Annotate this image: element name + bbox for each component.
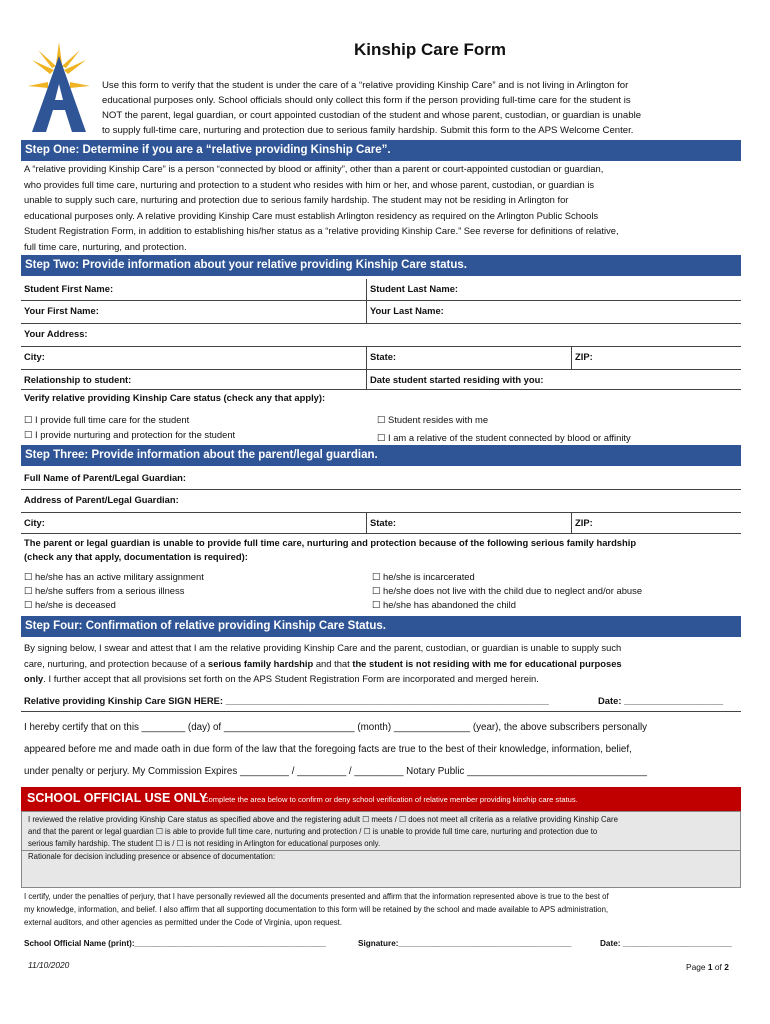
state-field[interactable] [366, 347, 571, 369]
your-address-field[interactable] [21, 324, 741, 346]
option-military-assignment[interactable]: ☐ he/she has an active military assignment [24, 571, 204, 582]
step-four-heading: Step Four: Confirmation of relative providing Kinship Care Status. [21, 616, 741, 637]
attest-text: . I further accept that all provisions set forth on the APS Student Registration Form are incorporated and merged herein. [43, 673, 539, 684]
zip-field[interactable] [571, 347, 741, 369]
step-one-line: A “relative providing Kinship Care” is a person “connected by blood or affinity”, other than a parent or court-appointed custodian or guardian, [24, 163, 604, 174]
guardian-state-label: State: [370, 517, 397, 528]
guardian-city-field[interactable] [21, 513, 366, 533]
date-started-field[interactable] [366, 370, 741, 389]
option-nurturing-protection[interactable]: ☐ I provide nurturing and protection for the student [24, 429, 236, 440]
hardship-statement: The parent or legal guardian is unable to provide full time care, nurturing and protection because of the following serious family hardship [24, 537, 637, 548]
guardian-state-field[interactable] [366, 513, 571, 533]
attest-emphasis: serious family hardship [207, 657, 314, 669]
guardian-zip-label: ZIP: [575, 517, 593, 528]
step-four-text [24, 640, 740, 687]
official-certify-line: external auditors, and other agencies as permitted under the Code of Virginia, upon request. [24, 918, 342, 927]
option-relative-by-blood[interactable]: ☐ I am a relative of the student connected by blood or affinity [377, 432, 631, 443]
option-abandoned[interactable]: ☐ he/she has abandoned the child [372, 599, 516, 610]
divider [21, 711, 741, 712]
page-total: 2 [724, 962, 729, 972]
aps-logo-icon [26, 38, 92, 134]
step-one-line: who provides full time care, nurturing and protection to a student who resides with him or her, and whose parent, custodian, or guardian is [24, 178, 595, 190]
option-resides-with-me[interactable]: ☐ Student resides with me [377, 414, 489, 425]
step-three-heading: Step Three: Provide information about the parent/legal guardian. [21, 445, 741, 466]
option-deceased[interactable]: ☐ he/she is deceased [24, 599, 116, 610]
attest-emphasis: the student is not residing with me for educational purposes [352, 657, 622, 669]
attest-line [24, 656, 740, 672]
guardian-city-state-zip-row [21, 513, 741, 534]
your-last-name-field[interactable] [366, 301, 741, 323]
attest-text: and that [313, 657, 353, 669]
page-of: of [712, 962, 725, 972]
your-address-row [21, 324, 741, 347]
step-one-text [24, 161, 740, 254]
verify-status-label: Verify relative providing Kinship Care status (check any that apply): [24, 392, 326, 403]
page-number [686, 962, 729, 972]
your-name-row [21, 301, 741, 324]
student-last-name-field[interactable] [366, 279, 741, 300]
date-started-label: Date student started residing with you: [370, 374, 544, 385]
city-field[interactable] [21, 347, 366, 369]
relative-signature-date[interactable]: Date: ___________________ [598, 695, 724, 706]
guardian-full-name-field[interactable] [21, 468, 741, 489]
intro-line: NOT the parent, legal guardian, or court appointed custodian of the student and whose parent, custodian, or guardian is unable [102, 110, 642, 121]
guardian-zip-field[interactable] [571, 513, 741, 533]
city-state-zip-row [21, 347, 741, 370]
step-two-heading: Step Two: Provide information about your relative providing Kinship Care status. [21, 255, 741, 276]
step-one-heading: Step One: Determine if you are a “relative providing Kinship Care”. [21, 140, 741, 161]
review-line[interactable]: and that the parent or legal guardian ☐ is able to provide full time care, nurturing and protection / ☐ is unable to provide full time care, nurturing and protection due to [28, 827, 598, 836]
notary-certify-line: I hereby certify that on this ________ (day) of ________________________ (month) ______________ (year), the above subscribers personally [24, 722, 648, 733]
official-signature-field[interactable]: Signature:______________________________________ [358, 939, 572, 948]
guardian-address-label: Address of Parent/Legal Guardian: [24, 494, 179, 505]
attest-line: By signing below, I swear and attest that I am the relative providing Kinship Care and the parent, custodian, or guardian is unable to supply such [24, 642, 622, 653]
school-official-heading [21, 787, 741, 811]
option-incarcerated[interactable]: ☐ he/she is incarcerated [372, 571, 475, 582]
step-one-line: educational purposes only. A relative providing Kinship Care must establish Arlington residency as required on the Arlington Public Schools [24, 209, 599, 221]
page-current: 1 [707, 962, 713, 972]
footer-date: 11/10/2020 [28, 960, 70, 970]
intro-text [102, 78, 742, 138]
your-last-name-label: Your Last Name: [370, 305, 444, 316]
form-title: Kinship Care Form [353, 40, 507, 59]
step-one-line: Student Registration Form, in addition to establishing his/her status as a “relative providing Kinship Care.” See reverse for definitions of relative, [24, 225, 619, 236]
student-last-name-label: Student Last Name: [370, 283, 459, 294]
state-label: State: [370, 351, 397, 362]
guardian-name-row [21, 468, 741, 490]
your-first-name-label: Your First Name: [24, 305, 99, 316]
attest-line [24, 671, 740, 687]
intro-line: Use this form to verify that the student is under the care of a “relative providing Kinship Care” and is not living in Arlington for [102, 80, 629, 91]
hardship-statement-note: (check any that apply, documentation is required): [24, 551, 248, 562]
intro-line: educational purposes only. School officials should only collect this form if the person providing full-time care for the student is [102, 95, 631, 106]
your-first-name-field[interactable] [21, 301, 366, 323]
guardian-address-row [21, 490, 741, 513]
guardian-city-label: City: [24, 517, 45, 528]
relationship-label: Relationship to student: [24, 374, 132, 385]
page-prefix: Page [686, 962, 708, 972]
rationale-field[interactable]: Rationale for decision including presence or absence of documentation: [28, 852, 276, 861]
student-first-name-label: Student First Name: [24, 283, 114, 294]
school-official-title: SCHOOL OFFICIAL USE ONLY [27, 791, 208, 805]
review-box [21, 811, 741, 888]
relationship-row [21, 370, 741, 390]
student-first-name-field[interactable] [21, 279, 366, 300]
your-address-label: Your Address: [24, 328, 88, 339]
notary-appeared-line: appeared before me and made oath in due form of the law that the foregoing facts are true to the best of their knowledge, information, belief, [24, 744, 632, 755]
guardian-full-name-label: Full Name of Parent/Legal Guardian: [24, 472, 187, 483]
city-label: City: [24, 351, 45, 362]
official-certify-line: I certify, under the penalties of perjury, that I have personally reviewed all the documents presented and affirm that the information represented above is true to the best of [24, 892, 609, 901]
zip-label: ZIP: [575, 351, 593, 362]
notary-perjury-line[interactable]: under penalty or perjury. My Commission Expires _________ / _________ / _________ Notary Public _________________________________ [24, 766, 647, 777]
relationship-field[interactable] [21, 370, 366, 389]
option-serious-illness[interactable]: ☐ he/she suffers from a serious illness [24, 585, 185, 596]
step-one-line: unable to supply such care, nurturing and protection due to serious family hardship. The student may not be residing in Arlington for [24, 194, 569, 205]
guardian-address-field[interactable] [21, 490, 741, 512]
student-name-row [21, 279, 741, 301]
official-date-field[interactable]: Date: ________________________ [600, 939, 733, 948]
attest-text: care, nurturing, and protection because of a [24, 657, 208, 669]
review-line[interactable]: serious family hardship. The student ☐ is / ☐ is not residing in Arlington for educational purposes only. [28, 839, 381, 848]
option-neglect-abuse[interactable]: ☐ he/she does not live with the child due to neglect and/or abuse [372, 585, 643, 596]
attest-emphasis: only [24, 673, 44, 684]
option-full-time-care[interactable]: ☐ I provide full time care for the student [24, 414, 190, 425]
official-name-field[interactable]: School Official Name (print):__________________________________________ [24, 939, 326, 948]
step-one-line: full time care, nurturing, and protection. [24, 240, 187, 252]
intro-line: to supply full-time care, nurturing and protection due to serious family hardship. Submit this form to the APS Welcome Center. [102, 125, 634, 136]
review-line[interactable]: I reviewed the relative providing Kinship Care status as specified above and the registering adult ☐ meets / ☐ does not meet all criteria as a relative providing Kinship Care [28, 815, 618, 824]
relative-signature-line[interactable]: Relative providing Kinship Care SIGN HERE: ______________________________________________________________ [24, 695, 549, 706]
school-official-subtitle: Complete the area below to confirm or deny school verification of relative member providing kinship care status. [203, 795, 578, 804]
official-certify-line: my knowledge, information, and belief. I also affirm that all supporting documentation to this form will be retained by the school and made available to APS administration, [24, 905, 609, 914]
